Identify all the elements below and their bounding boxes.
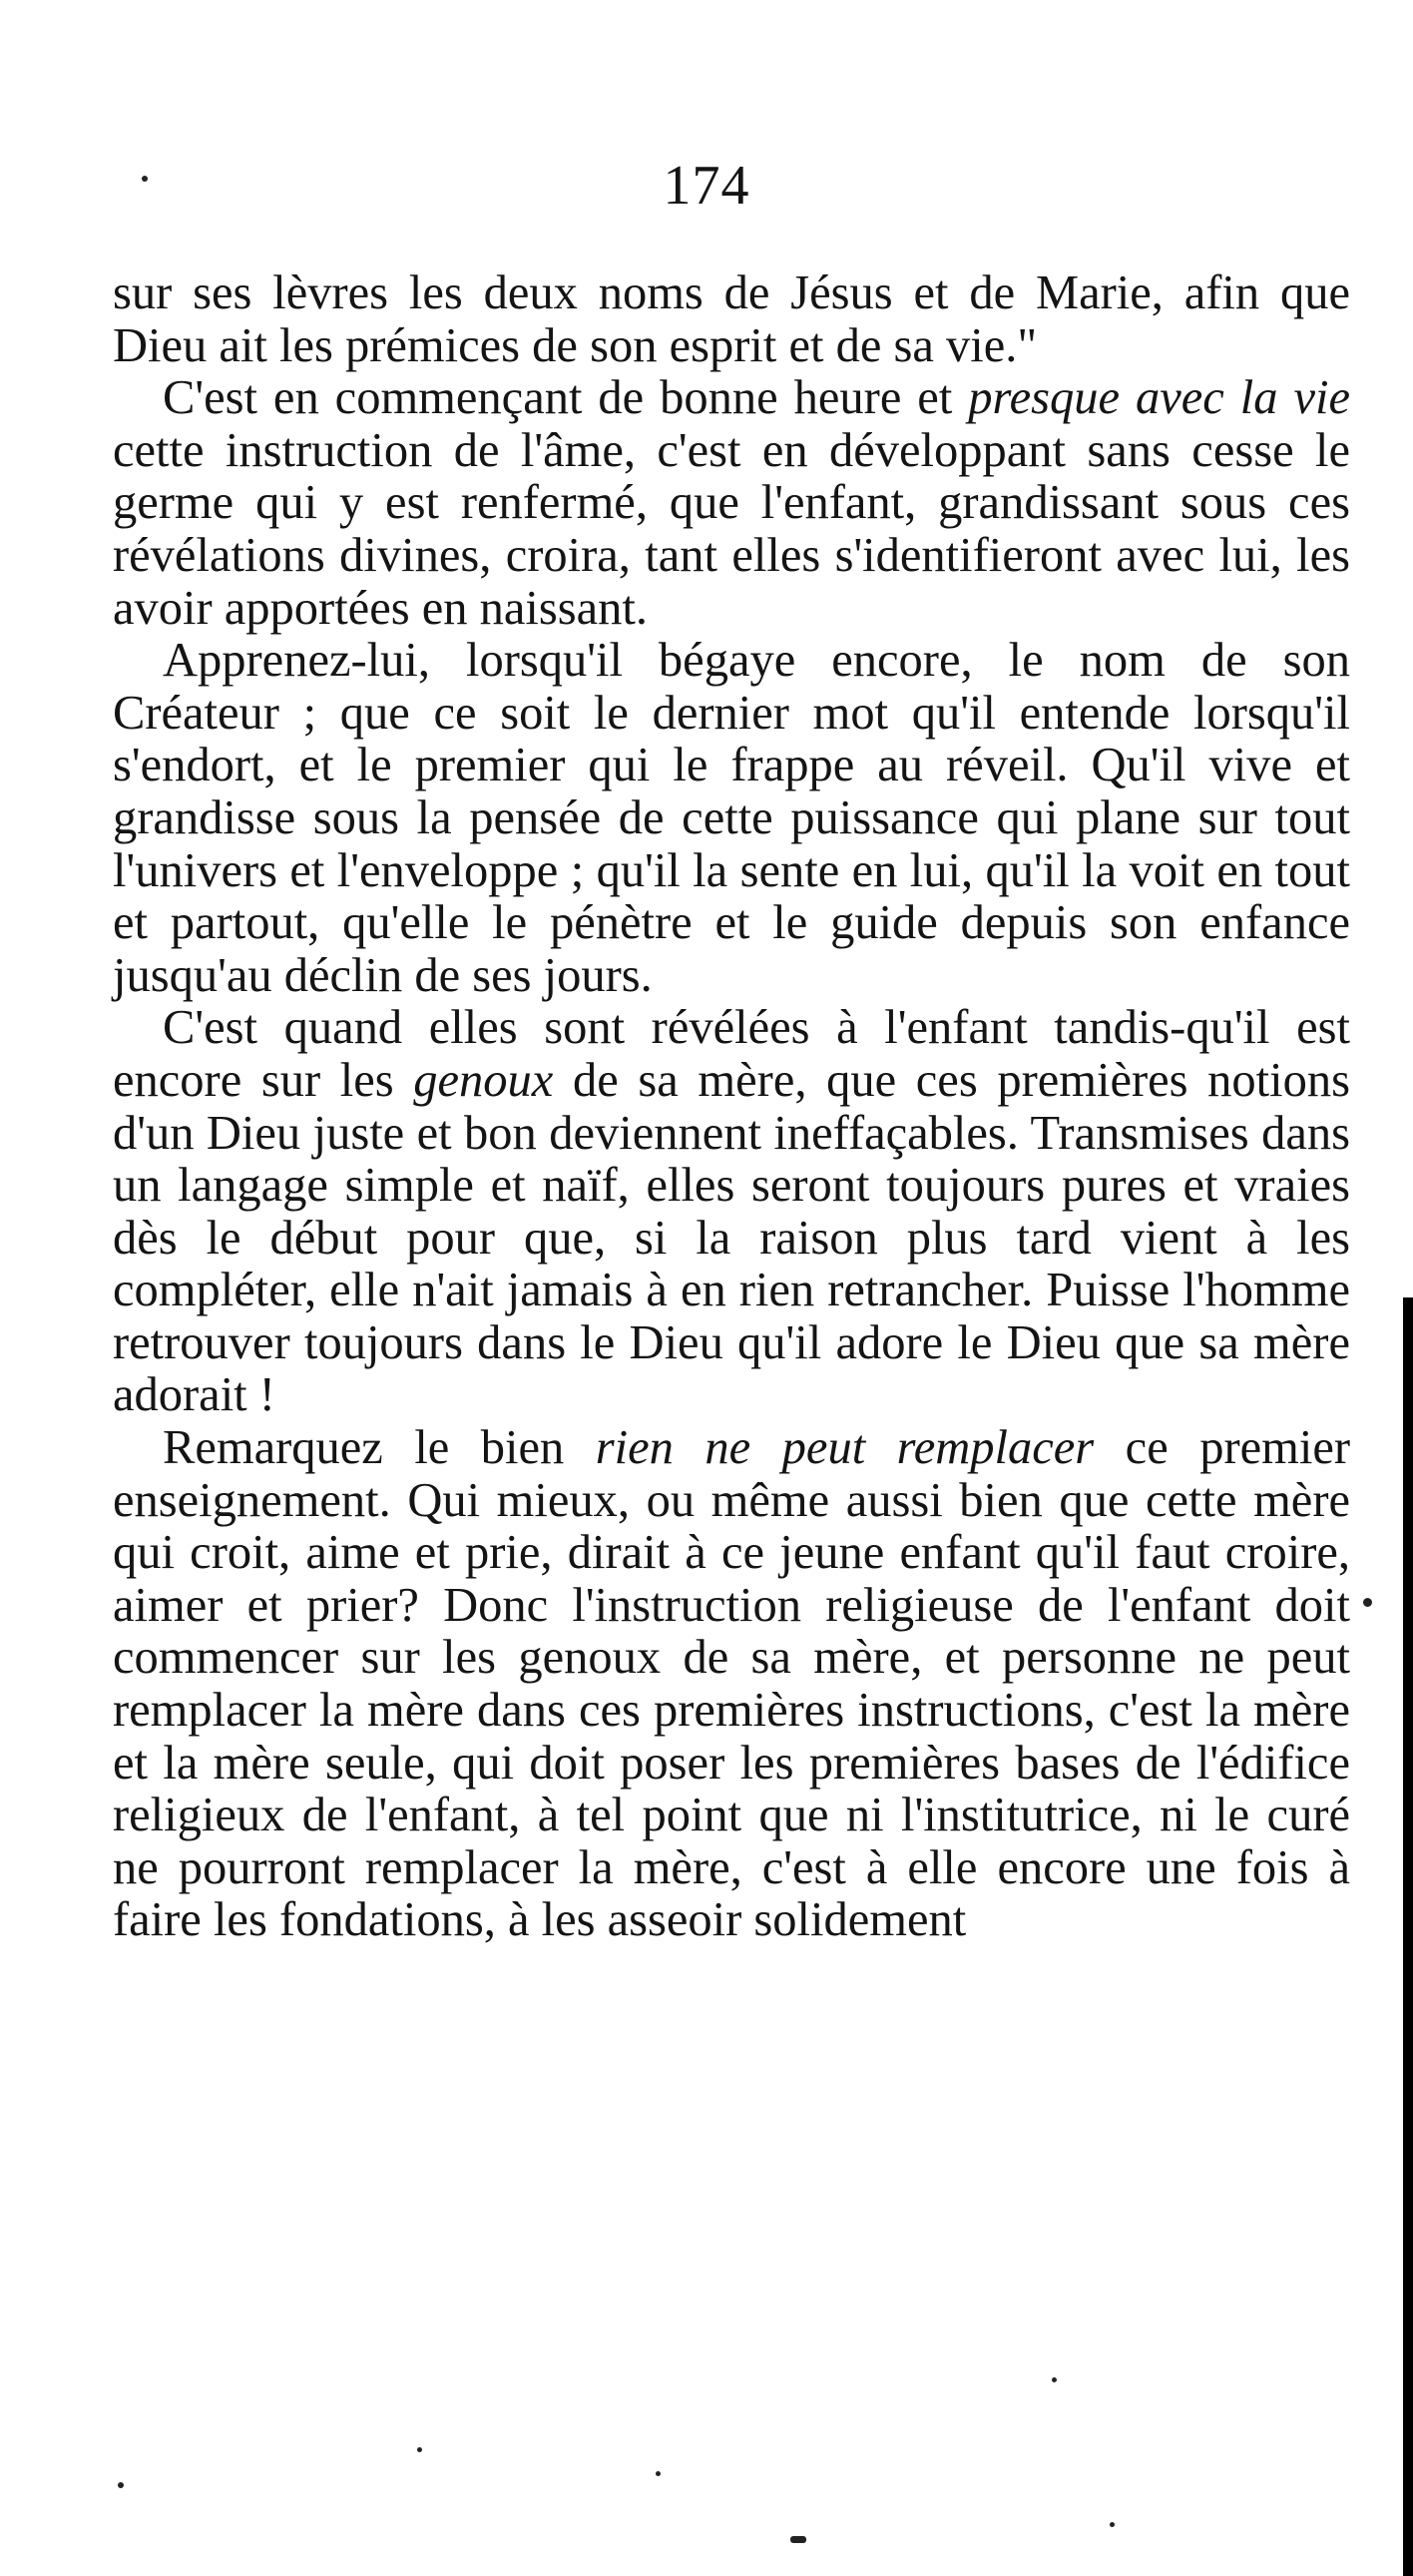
print-speck bbox=[1363, 1598, 1372, 1607]
print-speck bbox=[1052, 2377, 1057, 2382]
text-run: Apprenez-lui, lorsqu'il bégaye encore, le nom de son Créateur ; que ce soit le dernier mot qu'il entende lorsqu'il s'endort, et le premier qui le frappe au réveil. Qu'il vive et grandisse sous la pensée de cette puissance qui plane sur tout l'univers et l'enveloppe ; qu'il la sente en lui, qu'il la voit en tout et partout, qu'elle le pénètre et le guide depuis son enfance jusqu'au déclin de ses jours. bbox=[113, 634, 1350, 1002]
print-speck bbox=[417, 2447, 422, 2452]
text-run: C'est quand elles sont révélées à l'enfant tandis-qu'il est encore sur les bbox=[113, 1001, 1350, 1107]
italic-run: rien ne peut remplacer bbox=[595, 1421, 1095, 1475]
paragraph bbox=[113, 267, 1350, 372]
paragraph bbox=[113, 1422, 1350, 1947]
page-edge-gap bbox=[1403, 0, 1413, 1297]
print-speck bbox=[118, 2482, 124, 2488]
print-speck bbox=[1110, 2522, 1115, 2527]
print-speck bbox=[790, 2536, 806, 2543]
print-speck bbox=[656, 2471, 661, 2476]
text-run: sur ses lèvres les deux noms de Jésus et de Marie, afin que Dieu ait les prémices de son esprit et de sa vie." bbox=[113, 266, 1350, 372]
italic-run: presque avec la vie bbox=[968, 371, 1351, 425]
paragraph bbox=[113, 635, 1350, 1002]
italic-run: genoux bbox=[413, 1053, 554, 1107]
print-speck bbox=[142, 176, 148, 182]
text-run: cette instruction de l'âme, c'est en développant sans cesse le germe qui y est renfermé, que l'enfant, grandissant sous ces révélations divines, croira, tant elles s'identifieront avec lui, les avoir apportées en naissant. bbox=[113, 423, 1350, 635]
text-run: C'est en commençant de bonne heure et bbox=[163, 371, 969, 425]
paragraph bbox=[113, 1002, 1350, 1422]
text-run: ce premier enseignement. Qui mieux, ou même aussi bien que cette mère qui croit, aime et prie, dirait à ce jeune enfant qu'il faut croire, aimer et prier? Donc l'instruction religieuse de l'enfant doit commencer sur les genoux de sa mère, et personne ne peut remplacer la mère dans ces premières instructions, c'est la mère et la mère seule, qui doit poser les premières bases de l'édifice religieux de l'enfant, à tel point que ni l'institutrice, ni le curé ne pourront remplacer la mère, c'est à elle encore une fois à faire les fondations, à les asseoir solidement bbox=[113, 1421, 1351, 1947]
page-number: 174 bbox=[663, 155, 750, 217]
text-run: de sa mère, que ces premières notions d'un Dieu juste et bon deviennent ineffaçables. Transmises dans un langage simple et naïf, elles seront toujours pures et vraies dès le début pour que, si la raison plus tard vient à les compléter, elle n'ait jamais à en rien retrancher. Puisse l'homme retrouver toujours dans le Dieu qu'il adore le Dieu que sa mère adorait ! bbox=[113, 1053, 1350, 1422]
paragraph bbox=[113, 372, 1350, 635]
body-text bbox=[113, 267, 1350, 1947]
text-run: Remarquez le bien bbox=[163, 1421, 596, 1475]
